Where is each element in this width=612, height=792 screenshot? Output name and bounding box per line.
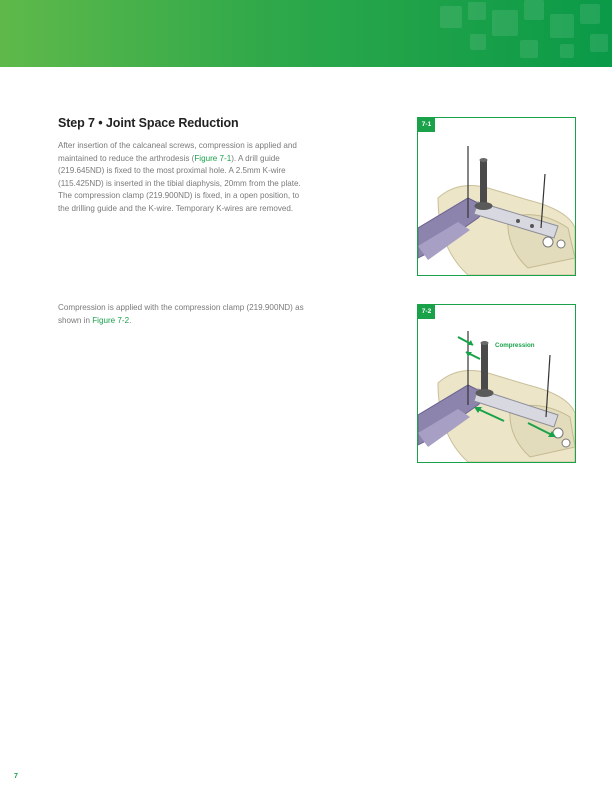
header-banner <box>0 0 612 67</box>
figure-7-1 <box>417 117 576 276</box>
surgical-illustration-icon <box>418 118 575 275</box>
surgical-illustration-icon <box>418 305 575 462</box>
step-title: Step 7 • Joint Space Reduction <box>58 116 239 130</box>
figure-tag: 7-2 <box>418 305 435 319</box>
paragraph-1-text-b: ). A drill guide (219.645ND) is fixed to the most proximal hole. A 2.5mm K-wire (115.425ND) is inserted in the tibial diaphysis, 20mm from the plate. The compression clamp (219.900ND) is fixed, in a open position, to the drilling guide and the K-wire. Temporary K-wires are removed. <box>58 153 301 213</box>
paragraph-1-text-a: After insertion of the calcaneal screws, compression is applied and maintained to reduce the arthrodesis ( <box>58 141 297 163</box>
figure-7-2 <box>417 304 576 463</box>
figure-tag: 7-1 <box>418 118 435 132</box>
paragraph-2-text-b: . <box>129 315 132 325</box>
page-number: 7 <box>14 773 18 780</box>
figure-7-2-link[interactable]: Figure 7-2 <box>92 315 130 325</box>
step-paragraph-1 <box>58 140 308 216</box>
figure-7-1-link[interactable]: Figure 7-1 <box>194 153 232 163</box>
step-paragraph-2 <box>58 302 308 327</box>
compression-label: Compression <box>495 342 535 349</box>
paragraph-2-text-a: Compression is applied with the compression clamp (219.900ND) as shown in <box>58 303 304 325</box>
